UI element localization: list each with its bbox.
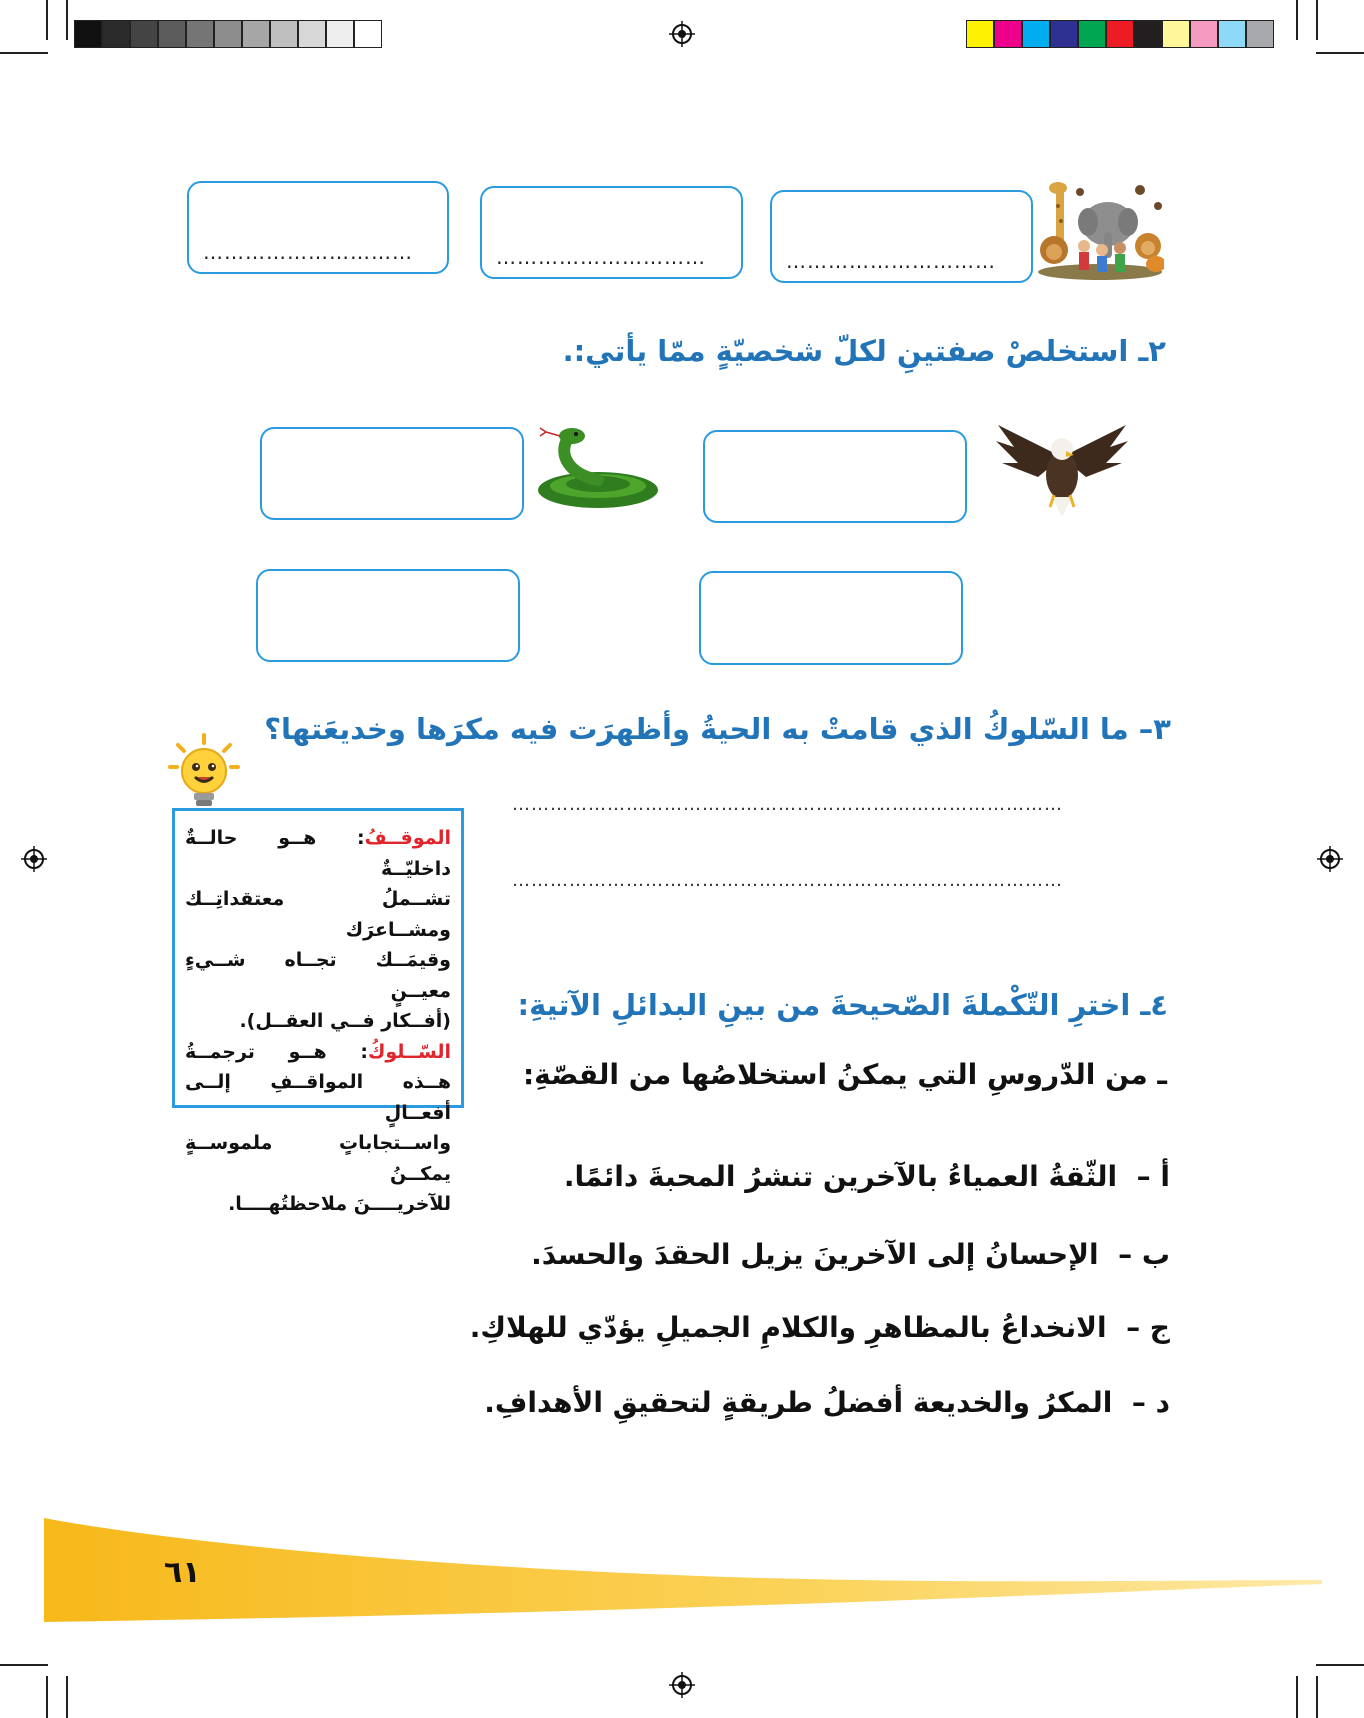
color-swatch bbox=[1162, 20, 1190, 48]
option-letter: ب – bbox=[1118, 1238, 1170, 1271]
color-swatch bbox=[1078, 20, 1106, 48]
definition-text: واســتجاباتٍ ملموســةٍ يمكــنُ bbox=[185, 1132, 451, 1185]
registration-mark-icon bbox=[1317, 846, 1343, 872]
color-swatch bbox=[186, 20, 214, 48]
color-swatch bbox=[158, 20, 186, 48]
snake-trait-box[interactable] bbox=[260, 427, 524, 520]
color-swatch bbox=[74, 20, 102, 48]
definition-text: تشــملُ معتقداتِــك ومشــاعرَك bbox=[185, 888, 451, 941]
option-a[interactable] bbox=[564, 1160, 1170, 1193]
crop-mark bbox=[46, 0, 48, 40]
definition-box bbox=[172, 808, 464, 1215]
answer-dots: ………………………… bbox=[496, 245, 706, 269]
option-c[interactable] bbox=[470, 1311, 1170, 1344]
option-d[interactable] bbox=[484, 1386, 1170, 1419]
option-text: المكرُ والخديعة أفضلُ طريقةٍ لتحقيقِ الأهدافِ. bbox=[484, 1386, 1113, 1419]
crop-mark bbox=[1316, 1676, 1318, 1718]
animals-group-image bbox=[1036, 176, 1164, 280]
color-swatch bbox=[994, 20, 1022, 48]
crop-mark bbox=[66, 1676, 68, 1718]
snake-trait-box[interactable] bbox=[256, 569, 520, 662]
color-swatch bbox=[1022, 20, 1050, 48]
answer-box[interactable] bbox=[770, 190, 1033, 283]
page-number: ٦١ bbox=[164, 1555, 201, 1590]
term-behavior: السّــلوكُ bbox=[367, 1040, 451, 1063]
option-letter: ج – bbox=[1126, 1311, 1170, 1344]
color-swatch bbox=[1050, 20, 1078, 48]
answer-dots: ………………………… bbox=[203, 240, 413, 264]
question-4: ٤ـ اخترِ التّكْملةَ الصّحيحةَ من بينِ البدائلِ الآتيةِ: bbox=[517, 988, 1168, 1022]
eagle-trait-box[interactable] bbox=[699, 571, 963, 665]
option-text: الإحسانُ إلى الآخرينَ يزيل الحقدَ والحسدَ. bbox=[531, 1238, 1099, 1271]
option-letter: أ – bbox=[1136, 1160, 1170, 1193]
eagle-trait-box[interactable] bbox=[703, 430, 967, 523]
term-attitude: الموقــفُ bbox=[364, 827, 451, 849]
color-swatch bbox=[1190, 20, 1218, 48]
definition-text: للآخريــــنَ ملاحظتُهــــا. bbox=[228, 1193, 451, 1215]
crop-mark bbox=[1296, 0, 1298, 40]
color-swatch bbox=[298, 20, 326, 48]
crop-mark bbox=[1316, 0, 1318, 40]
question-2: ٢ـ استخلصْ صفتينِ لكلّ شخصيّةٍ ممّا يأتي:. bbox=[562, 334, 1166, 368]
registration-mark-icon bbox=[21, 846, 47, 872]
color-swatch bbox=[214, 20, 242, 48]
option-text: الثّقةُ العمياءُ بالآخرين تنشرُ المحبةَ دائمًا. bbox=[563, 1160, 1118, 1193]
color-swatch bbox=[1246, 20, 1274, 48]
option-letter: د – bbox=[1131, 1386, 1170, 1419]
color-swatch bbox=[102, 20, 130, 48]
smiling-lightbulb-icon bbox=[168, 733, 240, 811]
crop-mark bbox=[0, 52, 48, 54]
crop-mark bbox=[1316, 1664, 1364, 1666]
crop-mark bbox=[1316, 52, 1364, 54]
answer-box[interactable] bbox=[187, 181, 449, 274]
question-3: ٣– ما السّلوكُ الذي قامتْ به الحيةُ وأظهرَت فيه مكرَها وخديعَتها؟ bbox=[264, 712, 1171, 746]
footer-band bbox=[0, 1500, 1364, 1650]
registration-mark-icon bbox=[669, 21, 695, 47]
answer-dots: ………………………… bbox=[786, 249, 996, 273]
answer-line[interactable]: …………………………………………………………………………… bbox=[512, 870, 1063, 891]
option-b[interactable] bbox=[531, 1238, 1170, 1271]
color-swatch bbox=[1106, 20, 1134, 48]
color-swatch bbox=[130, 20, 158, 48]
crop-mark bbox=[66, 0, 68, 40]
definition-text: وقيمَــك تجــاه شــيءٍ معيــنٍ bbox=[185, 949, 451, 1002]
definition-text: هــذه المواقــفِ إلــى أفعــالٍ bbox=[185, 1071, 451, 1124]
definition-text: : هــو حالــةٌ داخليّــةٌ bbox=[185, 827, 451, 880]
answer-box[interactable] bbox=[480, 186, 743, 279]
green-snake-image bbox=[528, 424, 662, 514]
color-swatch bbox=[270, 20, 298, 48]
option-text: الانخداعُ بالمظاهرِ والكلامِ الجميلِ يؤدّي للهلاكِ. bbox=[469, 1311, 1107, 1344]
question-4-stem: ـ من الدّروسِ التي يمكنُ استخلاصُها من القصّةِ: bbox=[522, 1058, 1167, 1091]
color-swatch bbox=[1218, 20, 1246, 48]
crop-mark bbox=[46, 1676, 48, 1718]
crop-mark bbox=[1296, 1676, 1298, 1718]
color-swatch bbox=[1134, 20, 1162, 48]
color-swatch bbox=[242, 20, 270, 48]
color-swatch bbox=[966, 20, 994, 48]
eagle-image bbox=[994, 417, 1130, 521]
registration-mark-icon bbox=[669, 1672, 695, 1698]
color-swatch bbox=[326, 20, 354, 48]
definition-text: (أفــكار فــي العقــل). bbox=[239, 1010, 451, 1032]
crop-mark bbox=[0, 1664, 48, 1666]
answer-line[interactable]: …………………………………………………………………………… bbox=[512, 794, 1063, 815]
color-swatch bbox=[354, 20, 382, 48]
definition-text: : هــو ترجمــةُ bbox=[185, 1040, 368, 1063]
